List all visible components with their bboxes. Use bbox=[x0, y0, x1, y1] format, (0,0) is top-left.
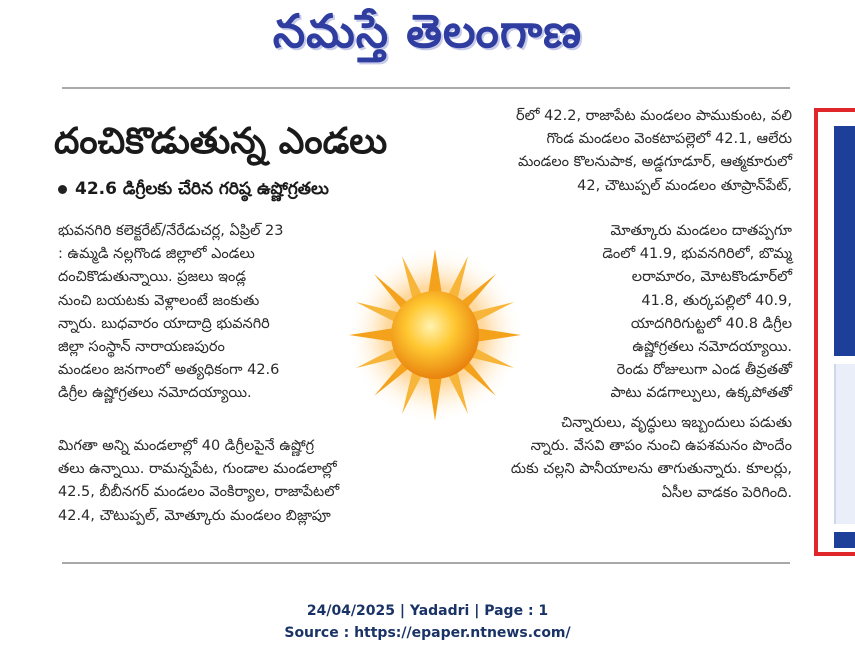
text-line: 42.5, బీబీనగర్ మండలం వెంకిర్యాల, రాజాపేటలో bbox=[58, 484, 340, 501]
bullet-icon bbox=[58, 185, 67, 194]
text-line: ర్‌లో 42.2, రాజాపేట మండలం పాముకుంట, వలి bbox=[516, 108, 792, 124]
sun-core bbox=[391, 291, 479, 379]
side-box-banner bbox=[834, 126, 855, 356]
article-subhead bbox=[58, 178, 428, 200]
article-column-left-bottom bbox=[58, 435, 430, 528]
article-column-right-bottom bbox=[430, 412, 792, 505]
text-line: రెండు రోజులుగా ఎండ తీవ్రతతో bbox=[616, 362, 792, 379]
top-divider bbox=[62, 87, 790, 89]
text-line: డెంలో 41.9, భువనగిరిలో, బొమ్మ bbox=[602, 246, 792, 263]
text-line: మండలం జనగాంలో అత్యధికంగా 42.6 bbox=[58, 362, 280, 379]
text-line: 41.8, తుర్కపల్లిలో 40.9, bbox=[641, 292, 792, 309]
page-footer bbox=[0, 600, 855, 644]
side-box-strip bbox=[834, 532, 855, 548]
text-line: 42, చౌటుప్పల్ మండలం తూప్రాన్‌పేట్, bbox=[577, 177, 792, 194]
article-column-left bbox=[58, 220, 366, 406]
article-column-right bbox=[508, 220, 792, 406]
text-line: లరామారం, మోటకొండూర్‌లో bbox=[631, 269, 792, 286]
text-line: న్నారు. బుధవారం యాదాద్రి భువనగిరి bbox=[58, 315, 270, 332]
text-line: నుంచి బయటకు వెళ్లాలంటే జంకుతు bbox=[58, 292, 260, 309]
sun-illustration bbox=[345, 245, 525, 425]
text-line: ఉష్ణోగ్రతలు నమోదయ్యాయి. bbox=[632, 339, 792, 356]
footer-source: Source : https://epaper.ntnews.com/ bbox=[284, 625, 571, 641]
text-line: ఏసీల వాడకం పెరిగింది. bbox=[661, 484, 792, 501]
text-line: పాటు వడగాల్పులు, ఉక్కపోతతో bbox=[610, 385, 792, 402]
text-line: భువనగిరి కలెక్టరేట్/నేరేడుచర్ల, ఏప్రిల్ 23 bbox=[58, 223, 284, 239]
text-line: చిన్నారులు, వృద్ధులు ఇబ్బందులు పడుతు bbox=[561, 415, 792, 431]
subhead-text: 42.6 డిగ్రీలకు చేరిన గరిష్ఠ ఉష్ణోగ్రతలు bbox=[75, 179, 329, 199]
text-line: మిగతా అన్ని మండలాల్లో 40 డిగ్రీలపైనే ఉష్ణోగ్ర bbox=[58, 438, 315, 454]
text-line: దంచికొడుతున్నాయి. ప్రజలు ఇండ్ల bbox=[58, 269, 247, 286]
bottom-divider bbox=[62, 562, 790, 564]
newspaper-logo: నమస్తే తెలంగాణ bbox=[272, 4, 583, 58]
text-line: డిగ్రీల ఉష్ణోగ్రతలు నమోదయ్యాయి. bbox=[58, 385, 252, 402]
article-headline: దంచికొడుతున్న ఎండలు bbox=[54, 121, 388, 162]
text-line: : ఉమ్మడి నల్లగొండ జిల్లాలో ఎండలు bbox=[58, 246, 255, 263]
text-line: మోత్కూరు మండలం దాతప్పగూ bbox=[610, 223, 792, 239]
text-line: న్నారు. వేసవి తాపం నుంచి ఉపశమనం పొందేం bbox=[530, 438, 792, 455]
text-line: 42.4, చౌటుప్పల్, మోత్కూరు మండలం బిజ్లాపూ bbox=[58, 507, 331, 524]
side-box-panel bbox=[834, 364, 855, 524]
article-column-right-top bbox=[440, 105, 792, 198]
masthead bbox=[0, 0, 855, 80]
footer-date-page: 24/04/2025 | Yadadri | Page : 1 bbox=[306, 603, 549, 619]
text-line: దుకు చల్లని పానీయాలను తాగుతున్నారు. కూలర్లు, bbox=[510, 461, 792, 478]
adjacent-article-box bbox=[814, 108, 855, 556]
text-line: మండలం కొలనుపాక, అడ్డగూడూర్, ఆత్మకూరులో bbox=[517, 154, 792, 171]
text-line: జిల్లా సంస్థాన్ నారాయణపురం bbox=[58, 339, 225, 356]
text-line: గొండ మండలం వెంకటాపల్లెలో 42.1, ఆలేరు bbox=[546, 131, 792, 148]
text-line: తలు ఉన్నాయి. రామన్నపేట, గుండాల మండలాల్లో bbox=[58, 461, 337, 478]
text-line: యాదగిరిగుట్టలో 40.8 డిగ్రీల bbox=[630, 315, 792, 332]
